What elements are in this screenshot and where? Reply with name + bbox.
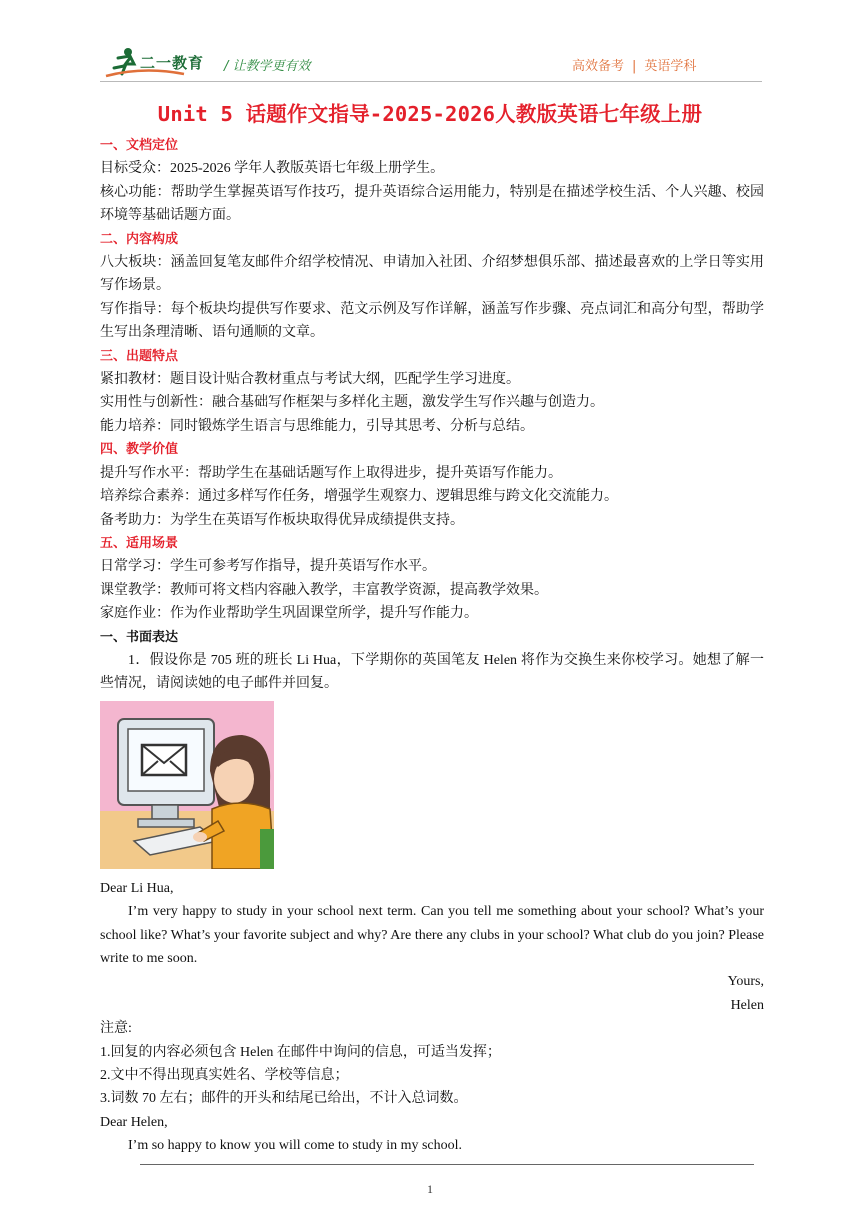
- header-separator: |: [632, 59, 637, 74]
- header-divider: [100, 81, 762, 82]
- logo: [104, 44, 216, 80]
- note-item: 2.文中不得出现真实姓名、学校等信息；: [100, 1068, 349, 1083]
- document-body: [100, 134, 764, 1165]
- paragraph: 课堂教学：教师可将文档内容融入教学，丰富教学资源，提高教学效果。: [100, 582, 548, 598]
- section-heading: 五、适用场景: [100, 535, 179, 551]
- document-title: Unit 5 话题作文指导-2025-2026人教版英语七年级上册: [157, 102, 703, 126]
- note-item: 1.回复的内容必须包含 Helen 在邮件中询问的信息，可适当发挥；: [100, 1044, 501, 1060]
- writing-question: 1．假设你是 705 班的班长 Li Hua，下学期你的英国笔友 Helen 将作为交换生来你校学习。她想了解一些情况，请阅读她的电子邮件并回复。: [100, 652, 764, 692]
- header-subject: [572, 55, 696, 74]
- paragraph: 家庭作业：作为作业帮助学生巩固课堂所学，提升写作能力。: [100, 606, 478, 622]
- header-right-label: 英语学科: [644, 59, 697, 74]
- paragraph: 实用性与创新性：融合基础写作框架与多样化主题，激发学生写作兴趣与创造力。: [100, 395, 604, 411]
- paragraph: 八大板块：涵盖回复笔友邮件介绍学校情况、申请加入社团、介绍梦想俱乐部、描述最喜欢的上学日等实用写作场景。: [100, 255, 764, 294]
- reply-start: I’m so happy to know you will come to study in my school.: [128, 1138, 463, 1154]
- letter-body: I’m very happy to study in your school next term. Can you tell me something about your school? What’s your school like? What’s your favorite subject and why? Are there any clubs in your school? What club do you join? Please write to me soon.: [100, 904, 764, 966]
- page-header: [0, 0, 860, 80]
- paragraph: 核心功能：帮助学生掌握英语写作技巧，提升英语综合运用能力，特别是在描述学校生活、个人兴趣、校园环境等基础话题方面。: [100, 184, 764, 224]
- slogan: / 让教学更有效: [224, 59, 311, 74]
- section-heading: 三、出题特点: [100, 348, 179, 364]
- paragraph: 备考助力：为学生在英语写作板块取得优异成绩提供支持。: [100, 512, 464, 528]
- note-item: 3.词数 70 左右；邮件的开头和结尾已给出，不计入总词数。: [100, 1091, 468, 1107]
- paragraph: 提升写作水平：帮助学生在基础话题写作上取得进步，提升英语写作能力。: [100, 465, 562, 481]
- paragraph: 紧扣教材：题目设计贴合教材重点与考试大纲，匹配学生学习进度。: [100, 372, 520, 388]
- section-heading: 二、内容构成: [100, 231, 179, 247]
- section-heading: 四、教学价值: [100, 442, 179, 458]
- section-heading: 一、文档定位: [100, 138, 179, 153]
- page-number: 1: [427, 1182, 433, 1196]
- letter-closing: Yours,: [727, 974, 764, 990]
- notes-heading: 注意:: [100, 1021, 132, 1037]
- illustration-image: [100, 701, 274, 869]
- paragraph: 写作指导：每个板块均提供写作要求、范文示例及写作详解，涵盖写作步骤、亮点词汇和高分句型，帮助学生写出条理清晰、语句通顺的文章。: [100, 301, 764, 341]
- paragraph: 能力培养：同时锻炼学生语言与思维能力，引导其思考、分析与总结。: [100, 418, 534, 434]
- paragraph: 目标受众：2025-2026 学年人教版英语七年级上册学生。: [100, 161, 445, 177]
- paragraph: 培养综合素养：通过多样写作任务，增强学生观察力、逻辑思维与跨文化交流能力。: [100, 489, 618, 505]
- girl-at-computer-illustration: [100, 701, 274, 869]
- header-left-label: 高效备考: [572, 59, 625, 74]
- writing-heading: 一、书面表达: [100, 629, 179, 645]
- logo-text: 二一教育: [140, 54, 205, 72]
- letter-signature: Helen: [730, 997, 764, 1013]
- letter-greeting: Dear Li Hua,: [100, 880, 174, 896]
- paragraph: 日常学习：学生可参考写作指导，提升英语写作水平。: [100, 559, 436, 575]
- reply-greeting: Dear Helen,: [100, 1114, 168, 1130]
- answer-blank-line: [140, 1164, 754, 1165]
